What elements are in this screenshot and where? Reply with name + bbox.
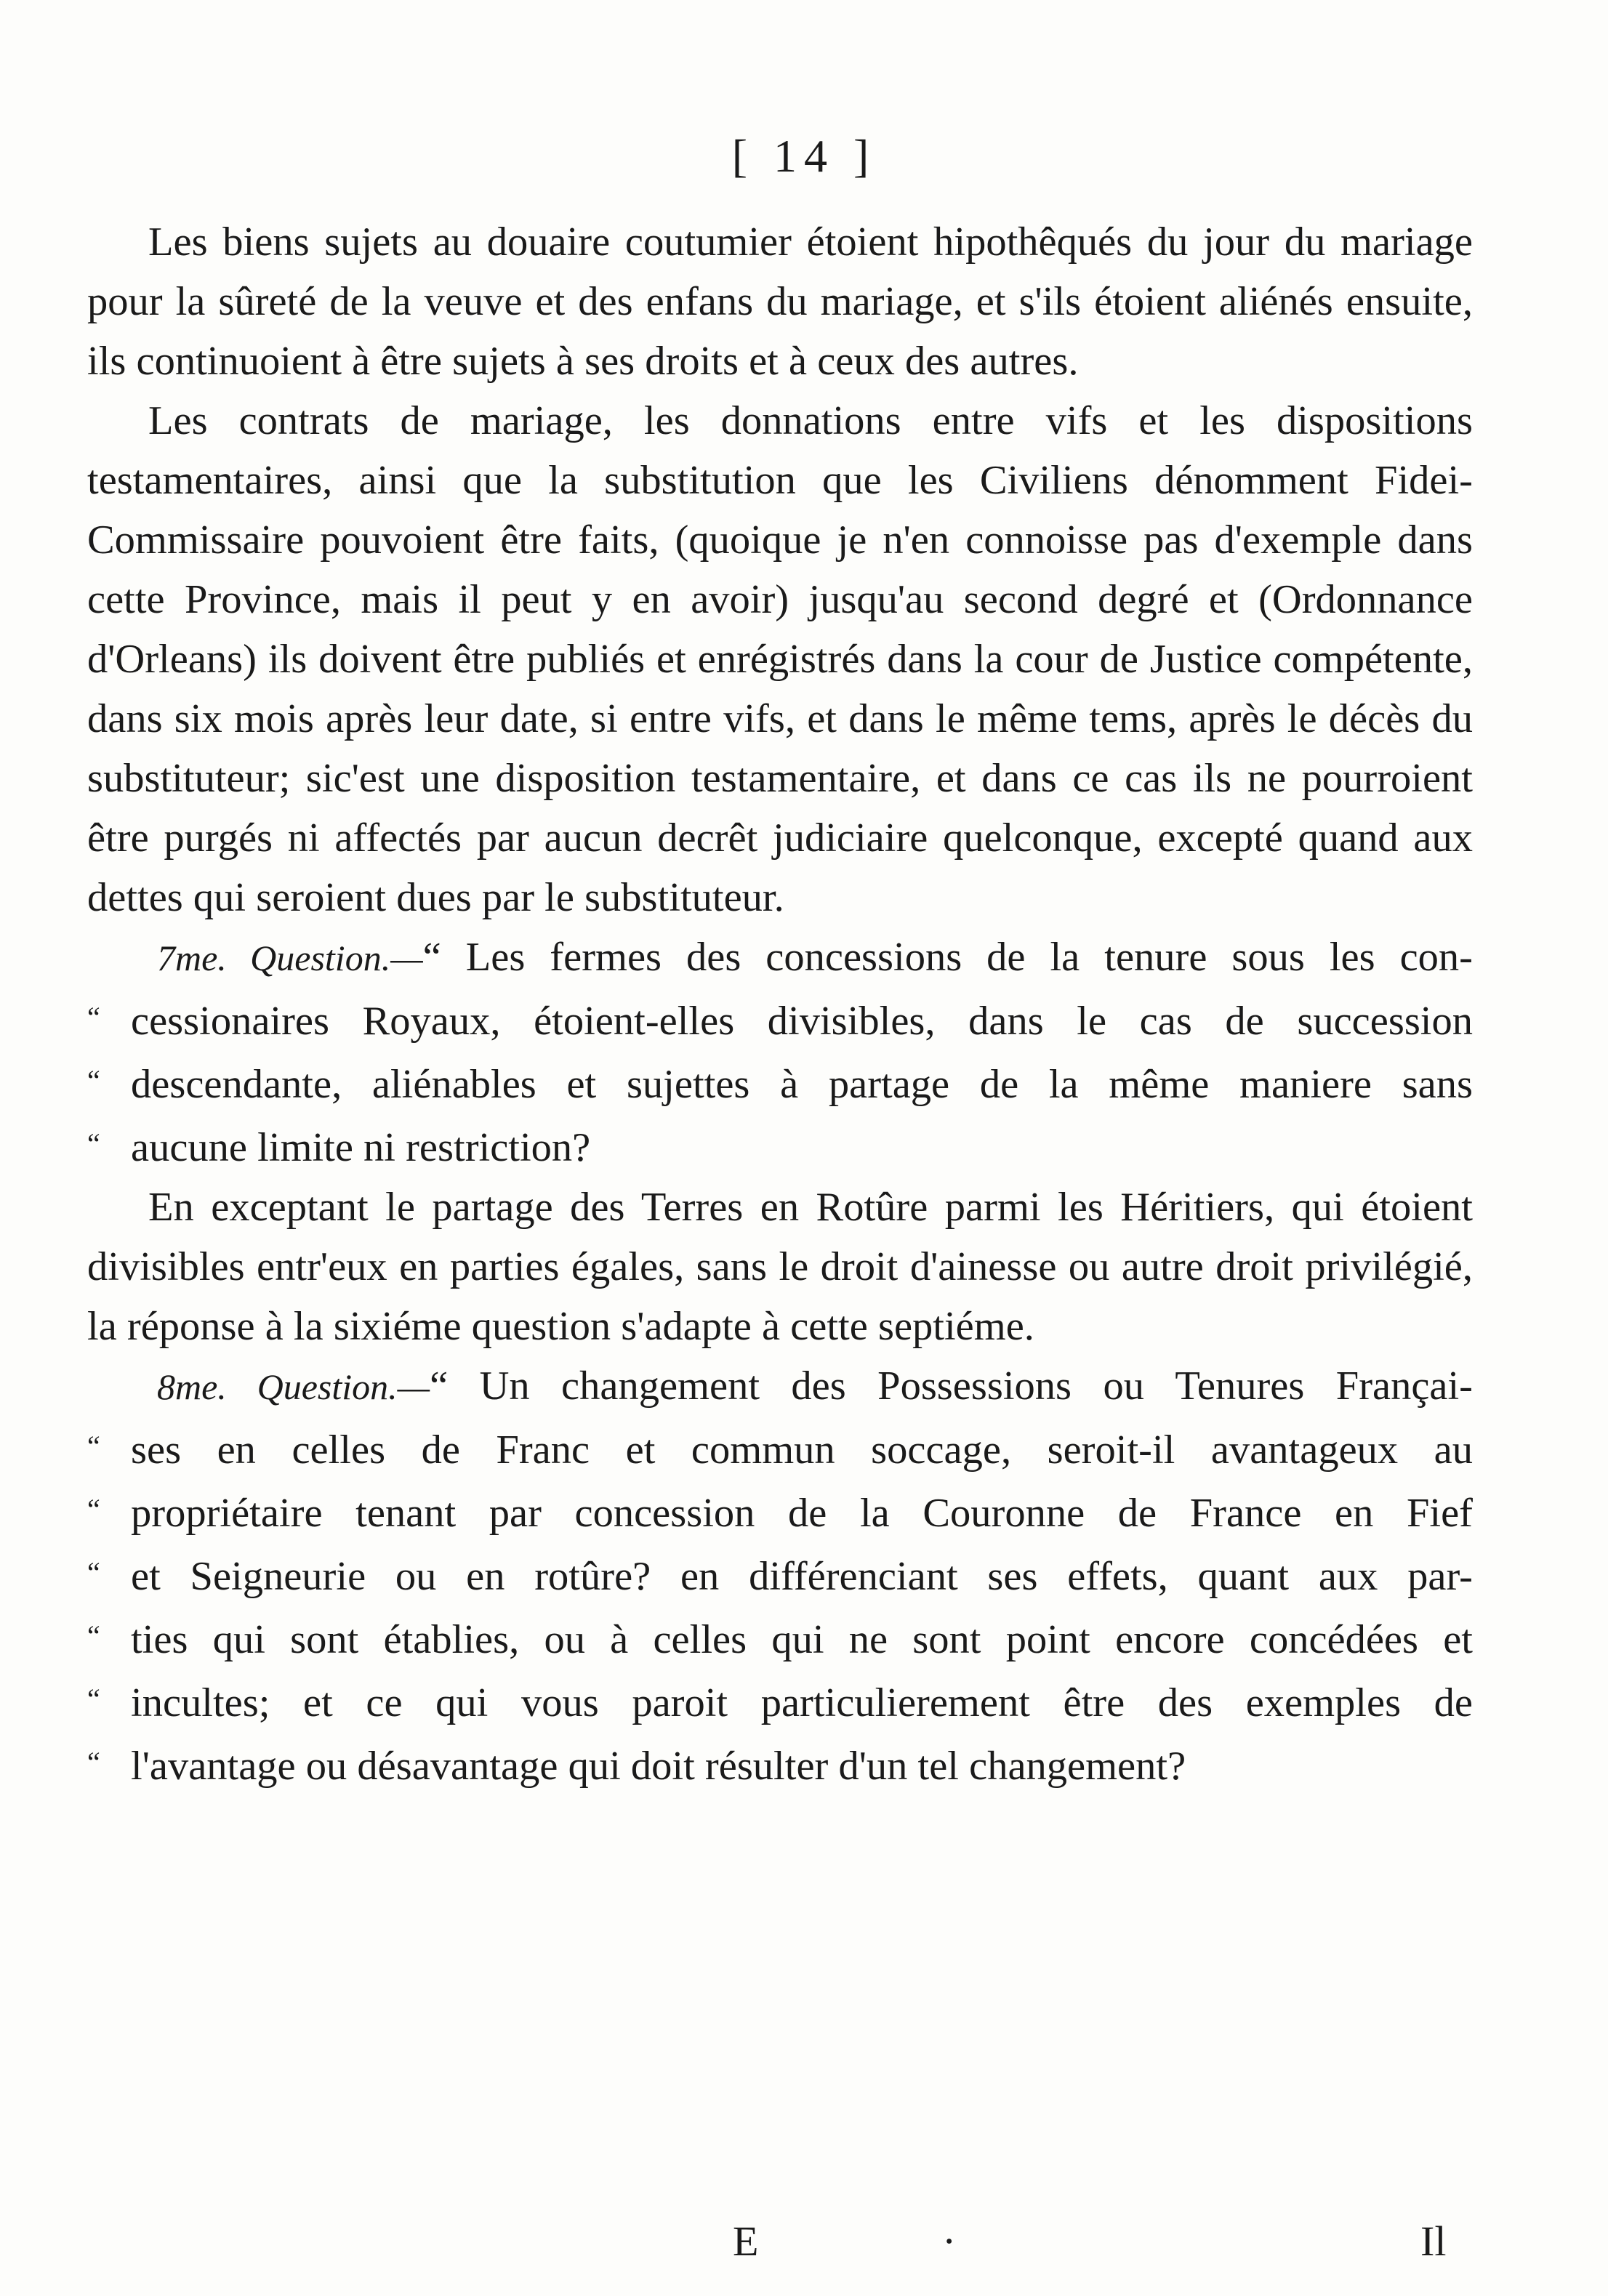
quote-mark: “	[87, 1619, 100, 1652]
question-line	[87, 1669, 1473, 1733]
quote-mark: “	[87, 1064, 100, 1097]
question-text: incultes; et ce qui vous paroit particulierement être des exemples de	[131, 1680, 1473, 1725]
question-label: 8me. Question.—	[157, 1366, 430, 1407]
question-line	[87, 1543, 1473, 1606]
quote-mark: “	[430, 1363, 449, 1409]
question-text: aucune limite ni restriction?	[131, 1125, 591, 1170]
quote-mark: “	[87, 1127, 100, 1160]
question-text: ties qui sont établies, ou à celles qui ne sont point encore concédées et	[131, 1617, 1473, 1662]
question-line	[87, 1356, 1473, 1417]
question-text: Un changement des Possessions ou Tenures Françai-	[479, 1363, 1473, 1409]
paragraph-contrats: Les contrats de mariage, les donnations entre vifs et les dispositions testamentaires, ainsi que la substitution que les Civiliens dénomment Fidei-Commissaire pouvoient être faits, (quoique je n'en connoisse pas d'exemple dans cette Province, mais il peut y en avoir) jusqu'au second degré et (Ordonnance d'Orleans) ils doivent être publiés et enrégistrés dans la cour de Justice compétente, dans six mois après leur date, si entre vifs, et dans le même tems, après le décès du substituteur; sic'est une disposition testamentaire, et dans ce cas ils ne pourroient être purgés ni affectés par aucun decrêt judiciaire quelconque, excepté quand aux dettes qui seroient dues par le substituteur.	[87, 398, 1473, 920]
question-label: 7me. Question.—	[157, 938, 423, 978]
question-line	[87, 1606, 1473, 1669]
signature-mark: E	[733, 2218, 759, 2265]
question-text: Les fermes des concessions de la tenure sous les con-	[465, 935, 1473, 980]
quote-mark: “	[422, 935, 441, 980]
question-line	[87, 1051, 1473, 1114]
quote-mark: “	[87, 1430, 100, 1462]
quote-mark: “	[87, 1683, 100, 1715]
question-7	[87, 927, 1473, 1177]
question-text: cessionaires Royaux, étoient-elles divisibles, dans le cas de succession	[131, 999, 1473, 1044]
footer-dot: ·	[942, 2218, 957, 2265]
question-text: l'avantage ou désavantage qui doit résulter d'un tel changement?	[131, 1744, 1186, 1789]
page-footer	[0, 2217, 1608, 2275]
question-line	[87, 988, 1473, 1051]
question-text: propriétaire tenant par concession de la Couronne de France en Fief	[131, 1491, 1473, 1536]
question-line	[87, 1733, 1473, 1796]
page-number: [ 14 ]	[731, 130, 877, 182]
quote-mark: “	[87, 1556, 100, 1589]
quote-mark: “	[87, 1493, 100, 1526]
body-text	[87, 212, 1473, 1796]
quote-mark: “	[87, 1746, 100, 1779]
question-8	[87, 1356, 1473, 1796]
question-line	[87, 927, 1473, 988]
answer-7: En exceptant le partage des Terres en Rotûre parmi les Héritiers, qui étoient divisibles entr'eux en parties égales, sans le droit d'ainesse ou autre droit privilégié, la réponse à la sixiéme question s'adapte à cette septiéme.	[87, 1185, 1473, 1349]
question-line	[87, 1417, 1473, 1480]
question-line	[87, 1480, 1473, 1543]
question-text: et Seigneurie ou en rotûre? en différenciant ses effets, quant aux par-	[131, 1554, 1473, 1599]
quote-mark: “	[87, 1001, 100, 1034]
question-text: descendante, aliénables et sujettes à partage de la même maniere sans	[131, 1062, 1473, 1107]
catchword: Il	[1420, 2218, 1447, 2265]
question-line	[87, 1114, 1473, 1177]
paragraph-douaire: Les biens sujets au douaire coutumier étoient hipothêqués du jour du mariage pour la sûreté de la veuve et des enfans du mariage, et s'ils étoient aliénés ensuite, ils continuoient à être sujets à ses droits et à ceux des autres.	[87, 219, 1473, 384]
question-text: ses en celles de Franc et commun soccage, seroit-il avantageux au	[131, 1427, 1473, 1473]
